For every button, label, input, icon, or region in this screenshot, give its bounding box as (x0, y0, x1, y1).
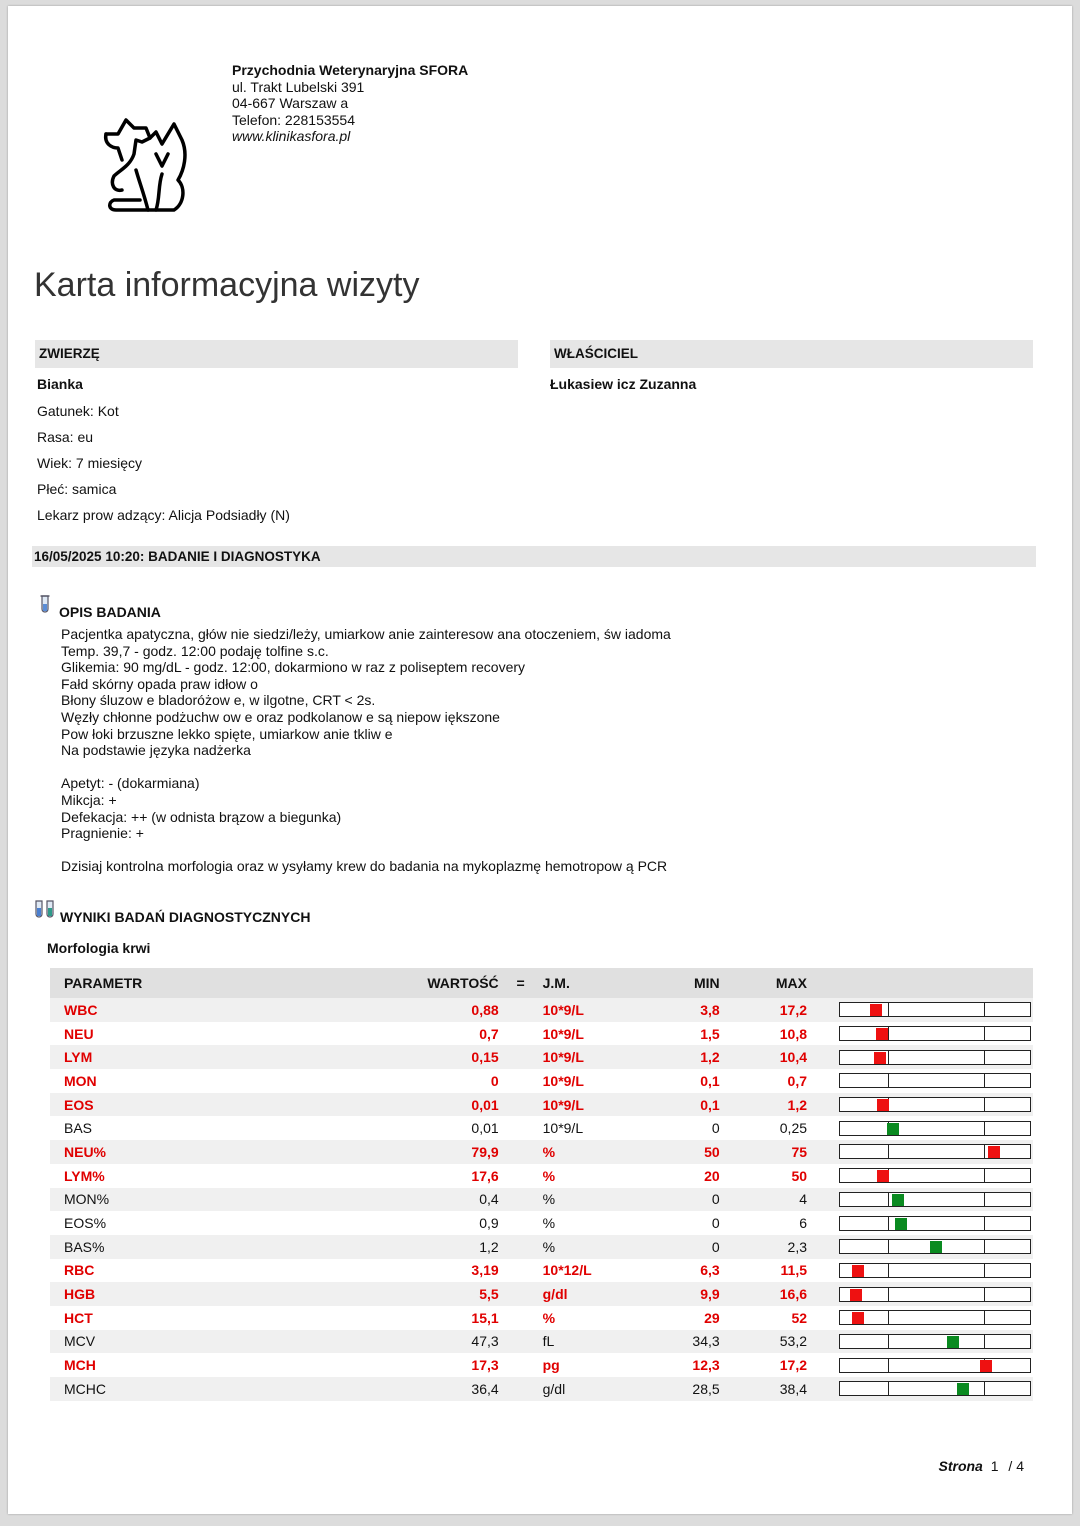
value-cell: 36,4 (261, 1377, 499, 1401)
range-max-divider (984, 1288, 985, 1301)
range-bar (839, 1239, 1031, 1254)
table-row (50, 1377, 1033, 1401)
range-cell (807, 1306, 1033, 1330)
range-max-divider (984, 1382, 985, 1395)
min-cell: 9,9 (641, 1282, 720, 1306)
animal-section-header: ZWIERZĘ (35, 340, 518, 368)
min-cell: 1,2 (641, 1045, 720, 1069)
range-bar (839, 1097, 1031, 1112)
exam-description (61, 626, 671, 875)
range-marker (892, 1194, 904, 1206)
unit-cell: 10*9/L (543, 1045, 642, 1069)
eq-cell (499, 1164, 543, 1188)
min-cell: 29 (704, 1309, 720, 1326)
page-number: 1 (990, 1458, 999, 1474)
unit-cell: g/dl (543, 1282, 642, 1306)
exam-line: Temp. 39,7 - godz. 12:00 podaję tolfine s.c. (61, 642, 329, 659)
animal-name: Bianka (37, 376, 83, 392)
range-cell (807, 1093, 1033, 1117)
min-cell: 34,3 (641, 1330, 720, 1354)
lab-results-icon (33, 899, 57, 921)
clinic-phone: Telefon: 228153554 (232, 111, 355, 128)
range-cell (807, 1164, 1033, 1188)
range-marker (957, 1383, 969, 1395)
page-footer (939, 1458, 1025, 1474)
unit-cell: 10*12/L (542, 1262, 592, 1279)
range-bar (839, 1002, 1031, 1017)
eq-cell (499, 1045, 543, 1069)
range-cell (807, 1353, 1033, 1377)
range-min-divider (888, 1051, 889, 1064)
owner-name: Łukasiew icz Zuzanna (550, 376, 697, 392)
param-cell: MON (64, 1072, 97, 1089)
document-page (8, 6, 1072, 1514)
unit-cell: % (543, 1140, 642, 1164)
param-cell: NEU% (50, 1140, 261, 1164)
range-max-divider (984, 1027, 985, 1040)
param-cell: EOS (50, 1093, 261, 1117)
min-cell: 20 (704, 1167, 720, 1184)
col-min: MIN (641, 968, 720, 998)
col-range (807, 968, 1033, 998)
max-cell: 52 (791, 1309, 808, 1326)
range-cell (807, 1188, 1033, 1212)
range-bar (839, 1310, 1031, 1325)
table-row (50, 1330, 1033, 1354)
col-unit: J.M. (543, 968, 642, 998)
range-bar (839, 1192, 1031, 1207)
range-marker (852, 1265, 864, 1277)
range-max-divider (984, 1145, 985, 1158)
table-row (50, 1093, 1033, 1117)
unit-cell: 10*9/L (543, 1093, 642, 1117)
exam-line (61, 842, 671, 859)
range-bar (839, 1381, 1031, 1396)
clinic-name: Przychodnia Weterynaryjna SFORA (232, 62, 469, 78)
range-cell (807, 1045, 1033, 1069)
value-cell: 17,3 (471, 1357, 499, 1374)
exam-line: Błony śluzow e bladoróżow e, w ilgotne, CRT < 2s. (61, 692, 376, 709)
range-max-divider (984, 1074, 985, 1087)
range-min-divider (888, 1335, 889, 1348)
range-bar (839, 1121, 1031, 1136)
eq-cell (499, 1188, 543, 1212)
value-cell: 0 (490, 1072, 499, 1089)
min-cell: 1,5 (700, 1025, 720, 1042)
range-min-divider (888, 1359, 889, 1372)
exam-line: Fałd skórny opada praw idłow o (61, 675, 258, 692)
table-row (50, 1116, 1033, 1140)
value-cell: 0,15 (261, 1045, 499, 1069)
exam-line: Dzisiaj kontrolna morfologia oraz w ysyłamy krew do badania na mykoplazmę hemotropow ą PCR (61, 858, 668, 875)
animal-age: Wiek: 7 miesięcy (37, 455, 143, 471)
value-cell: 0,4 (261, 1188, 499, 1212)
range-marker (877, 1170, 889, 1182)
animal-species: Gatunek: Kot (37, 403, 119, 419)
page-total: / 4 (1008, 1458, 1024, 1474)
min-cell: 3,8 (641, 998, 720, 1022)
unit-cell: g/dl (543, 1377, 642, 1401)
range-cell (807, 1330, 1033, 1354)
table-row (50, 1022, 1033, 1046)
table-row (50, 1140, 1033, 1164)
range-marker (850, 1289, 862, 1301)
table-row (50, 998, 1033, 1022)
range-max-divider (984, 1169, 985, 1182)
test-tube-icon (38, 594, 52, 616)
range-min-divider (888, 1074, 889, 1087)
value-cell: 17,6 (471, 1167, 499, 1184)
range-max-divider (984, 1335, 985, 1348)
eq-cell (499, 1140, 543, 1164)
max-cell: 17,2 (779, 1357, 808, 1374)
range-max-divider (984, 1193, 985, 1206)
value-cell: 0,7 (479, 1025, 499, 1042)
range-max-divider (984, 1003, 985, 1016)
unit-cell: % (543, 1235, 642, 1259)
unit-cell: 10*9/L (542, 1025, 584, 1042)
range-bar (839, 1144, 1031, 1159)
eq-cell (499, 1093, 543, 1117)
table-row (50, 1353, 1033, 1377)
value-cell: 1,2 (261, 1235, 499, 1259)
results-subheader: Morfologia krwi (47, 940, 151, 956)
value-cell: 15,1 (471, 1309, 499, 1326)
unit-cell: pg (542, 1357, 560, 1374)
max-cell: 2,3 (720, 1235, 807, 1259)
range-min-divider (888, 1003, 889, 1016)
col-value: WARTOŚĆ (261, 968, 499, 998)
range-marker (877, 1099, 889, 1111)
max-cell: 0,7 (787, 1072, 808, 1089)
unit-cell: 10*9/L (542, 1072, 584, 1089)
range-cell (807, 1116, 1033, 1140)
table-row (50, 1188, 1033, 1212)
param-cell: MON% (50, 1188, 261, 1212)
param-cell: LYM% (64, 1167, 105, 1184)
results-header: WYNIKI BADAŃ DIAGNOSTYCZNYCH (60, 909, 311, 925)
exam-line: Na podstawie języka nadżerka (61, 742, 251, 759)
exam-line: Apetyt: - (dokarmiana) (61, 775, 200, 792)
clinic-website: www.klinikasfora.pl (232, 128, 351, 144)
param-cell: BAS (64, 1120, 93, 1137)
range-cell (807, 1069, 1033, 1093)
eq-cell (499, 1377, 543, 1401)
param-cell: HGB (50, 1282, 261, 1306)
range-min-divider (888, 1382, 889, 1395)
range-max-divider (984, 1264, 985, 1277)
exam-line: Pow łoki brzuszne lekko spięte, umiarkow anie tkliw e (61, 725, 393, 742)
table-row (50, 1259, 1033, 1283)
exam-line: Glikemia: 90 mg/dL - godz. 12:00, dokarmiono w raz z poliseptem recovery (61, 659, 526, 676)
eq-cell (499, 1282, 543, 1306)
range-max-divider (984, 1217, 985, 1230)
max-cell: 17,2 (720, 998, 807, 1022)
range-cell (807, 1377, 1033, 1401)
range-bar (839, 1026, 1031, 1041)
range-cell (807, 1140, 1033, 1164)
unit-cell: 10*9/L (543, 998, 642, 1022)
unit-cell: % (542, 1167, 556, 1184)
range-marker (876, 1028, 888, 1040)
min-cell: 0 (711, 1215, 720, 1232)
param-cell: EOS% (64, 1215, 107, 1232)
table-row (50, 1306, 1033, 1330)
page-title: Karta informacyjna wizyty (34, 266, 420, 304)
attending-vet: Lekarz prow adzący: Alicja Podsiadły (N) (37, 507, 290, 523)
min-cell: 28,5 (641, 1377, 720, 1401)
range-marker (870, 1004, 882, 1016)
max-cell: 53,2 (720, 1330, 807, 1354)
eq-cell (499, 1330, 543, 1354)
range-marker (895, 1218, 907, 1230)
col-param: PARAMETR (50, 968, 261, 998)
param-cell: WBC (50, 998, 261, 1022)
range-min-divider (888, 1288, 889, 1301)
table-row (50, 1211, 1033, 1235)
eq-cell (499, 1306, 543, 1330)
table-row (50, 1282, 1033, 1306)
value-cell: 0,01 (261, 1093, 499, 1117)
animal-breed: Rasa: eu (37, 429, 94, 445)
range-cell (807, 1282, 1033, 1306)
max-cell: 1,2 (720, 1093, 807, 1117)
max-cell: 4 (720, 1188, 807, 1212)
max-cell: 75 (720, 1140, 807, 1164)
max-cell: 38,4 (720, 1377, 807, 1401)
range-marker (852, 1312, 864, 1324)
table-row (50, 1164, 1033, 1188)
range-bar (839, 1168, 1031, 1183)
eq-cell (499, 1116, 543, 1140)
exam-header: OPIS BADANIA (59, 604, 161, 620)
col-max: MAX (720, 968, 807, 998)
range-max-divider (984, 1240, 985, 1253)
min-cell: 50 (641, 1140, 720, 1164)
min-cell: 0 (641, 1188, 720, 1212)
range-bar (839, 1334, 1031, 1349)
range-bar (839, 1287, 1031, 1302)
eq-cell (499, 1235, 543, 1259)
min-cell: 0,1 (641, 1093, 720, 1117)
value-cell: 0,88 (261, 998, 499, 1022)
range-bar (839, 1216, 1031, 1231)
range-max-divider (984, 1051, 985, 1064)
range-min-divider (888, 1217, 889, 1230)
unit-cell: 10*9/L (542, 1120, 584, 1137)
range-min-divider (888, 1027, 889, 1040)
range-min-divider (888, 1145, 889, 1158)
param-cell: MCHC (50, 1377, 261, 1401)
exam-line: Mikcja: + (61, 791, 117, 808)
range-min-divider (888, 1193, 889, 1206)
max-cell: 0,25 (779, 1120, 808, 1137)
param-cell: MCV (50, 1330, 261, 1354)
col-eq: = (499, 968, 543, 998)
range-cell (807, 1235, 1033, 1259)
max-cell: 10,4 (720, 1045, 807, 1069)
min-cell: 0 (641, 1235, 720, 1259)
param-cell: BAS% (50, 1235, 261, 1259)
exam-line: Pragnienie: + (61, 825, 144, 842)
max-cell: 16,6 (720, 1282, 807, 1306)
range-min-divider (888, 1311, 889, 1324)
max-cell: 50 (791, 1167, 808, 1184)
range-min-divider (888, 1240, 889, 1253)
value-cell: 5,5 (261, 1282, 499, 1306)
param-cell: RBC (64, 1262, 95, 1279)
visit-header: 16/05/2025 10:20: BADANIE I DIAGNOSTYKA (32, 546, 1036, 567)
value-cell: 3,19 (471, 1262, 499, 1279)
param-cell: HCT (64, 1309, 93, 1326)
range-marker (988, 1146, 1000, 1158)
results-table (50, 968, 1033, 1401)
range-bar (839, 1073, 1031, 1088)
value-cell: 0,9 (479, 1215, 499, 1232)
exam-line (61, 759, 671, 776)
min-cell: 12,3 (692, 1357, 720, 1374)
clinic-street: ul. Trakt Lubelski 391 (232, 78, 365, 95)
unit-cell: % (542, 1215, 556, 1232)
range-cell (807, 1259, 1033, 1283)
table-row (50, 1045, 1033, 1069)
exam-line: Defekacja: ++ (w odnista brązow a biegunka) (61, 808, 342, 825)
max-cell: 10,8 (779, 1025, 808, 1042)
range-marker (947, 1336, 959, 1348)
param-cell: LYM (50, 1045, 261, 1069)
range-marker (980, 1360, 992, 1372)
owner-section-header: WŁAŚCICIEL (550, 340, 1033, 368)
min-cell: 0,1 (700, 1072, 720, 1089)
clinic-logo-icon (100, 114, 192, 218)
unit-cell: % (542, 1309, 556, 1326)
range-cell (807, 1022, 1033, 1046)
unit-cell: % (543, 1188, 642, 1212)
exam-line: Węzły chłonne podżuchw ow e oraz podkolanow e są niepow iększone (61, 708, 500, 725)
results-table-header (50, 968, 1033, 998)
clinic-info (232, 62, 468, 145)
range-marker (930, 1241, 942, 1253)
eq-cell (499, 1069, 543, 1093)
range-bar (839, 1050, 1031, 1065)
range-cell (807, 1211, 1033, 1235)
eq-cell (499, 1259, 543, 1283)
param-cell: MCH (64, 1357, 96, 1374)
exam-line: Pacjentka apatyczna, głów nie siedzi/leży, umiarkow anie zainteresow ana otoczeniem, św iadoma (61, 626, 671, 642)
range-max-divider (984, 1098, 985, 1111)
param-cell: NEU (64, 1025, 94, 1042)
clinic-city: 04-667 Warszaw a (232, 95, 349, 111)
min-cell: 6,3 (700, 1262, 720, 1279)
eq-cell (499, 1022, 543, 1046)
range-bar (839, 1358, 1031, 1373)
max-cell: 6 (799, 1215, 808, 1232)
range-max-divider (984, 1311, 985, 1324)
range-marker (887, 1123, 899, 1135)
value-cell: 79,9 (261, 1140, 499, 1164)
range-bar (839, 1263, 1031, 1278)
range-max-divider (984, 1122, 985, 1135)
page-label: Strona (938, 1458, 983, 1474)
unit-cell: fL (543, 1330, 642, 1354)
table-row (50, 1069, 1033, 1093)
range-min-divider (888, 1264, 889, 1277)
eq-cell (499, 998, 543, 1022)
eq-cell (499, 1353, 543, 1377)
value-cell: 0,01 (471, 1120, 499, 1137)
range-marker (874, 1052, 886, 1064)
range-cell (807, 998, 1033, 1022)
max-cell: 11,5 (780, 1262, 808, 1279)
table-row (50, 1235, 1033, 1259)
animal-sex: Płeć: samica (37, 481, 117, 497)
value-cell: 47,3 (261, 1330, 499, 1354)
eq-cell (499, 1211, 543, 1235)
min-cell: 0 (711, 1120, 720, 1137)
